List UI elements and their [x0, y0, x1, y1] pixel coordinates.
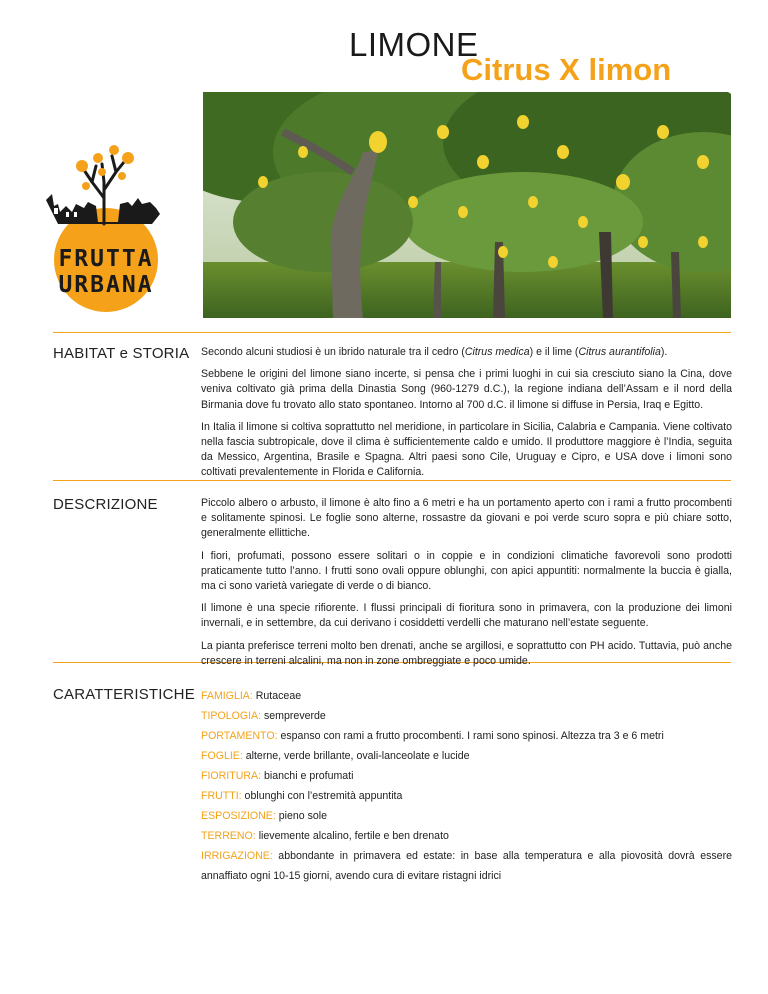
paragraph: Secondo alcuni studiosi è un ibrido naturale tra il cedro (Citrus medica) e il lime (Citrus aurantifolia).: [201, 346, 668, 358]
lemon-grove-photo: [203, 92, 731, 318]
logo-line-1: FRUTTA: [58, 246, 154, 272]
list-item: ESPOSIZIONE: pieno sole: [201, 810, 328, 822]
list-item: FRUTTI: oblunghi con l’estremità appuntita: [201, 790, 403, 802]
scientific-name: Citrus X limon: [461, 52, 672, 87]
list-item: FIORITURA: bianchi e profumati: [201, 770, 354, 782]
section-label-descrizione: DESCRIZIONE: [53, 496, 158, 513]
list-item: TERRENO: lievemente alcalino, fertile e ben drenato: [201, 830, 449, 842]
paragraph: Piccolo albero o arbusto, il limone è alto fino a 6 metri e ha un portamento aperto con i rami a frutto procombenti e solitamente spinosi. Le foglie sono alterne, rossastre da giovani e poi verde scuro sopra e più chiare sotto, generalmente ellittiche.: [201, 497, 732, 540]
lemon-tree-image: [203, 92, 731, 318]
paragraph: Il limone è una specie rifiorente. I flussi principali di fioritura sono in primavera, con la produzione dei limoni invernali, e in settembre, da cui derivano i cosiddetti verdelli che maturano nell’estate seguente.: [201, 602, 732, 630]
paragraph: Sebbene le origini del limone siano incerte, si pensa che i primi luoghi in cui sia cresciuto siano la Cina, dove veniva coltivato già prima della Dinastia Song (960-1279 d.C.), la regione indiana dell’Assam e il nord della Birmania dove fu trovato allo stato spontaneo. Intorno al 700 d.C. il limone si diffuse in Persia, Iraq e Egitto.: [201, 368, 732, 411]
list-item: IRRIGAZIONE: abbondante in primavera ed estate: in base alla temperatura e alla piovosità dovrà essere annaffiato ogni 10-15 giorni, avendo cura di evitare ristagni idrici: [201, 850, 732, 882]
logo-line-2: URBANA: [58, 272, 154, 298]
list-item: TIPOLOGIA: sempreverde: [201, 710, 326, 722]
list-item: FOGLIE: alterne, verde brillante, ovali-lanceolate e lucide: [201, 750, 470, 762]
paragraph: La pianta preferisce terreni molto ben drenati, anche se argillosi, e soprattutto con PH acido. Tuttavia, può anche crescere in terreni alcalini, ma non in zone ombreggiate e poco umide.: [201, 639, 732, 667]
paragraph: I fiori, profumati, possono essere solitari o in coppie e in condizioni climatiche favorevoli sono prodotti praticamente tutto l’anno. I frutti sono ovali oppure oblunghi, con apici appuntiti: normalmente la buccia è gialla, ma ci sono varietà variegate di verde o di bianco.: [201, 549, 732, 593]
section-label-habitat: HABITAT e STORIA: [53, 345, 190, 362]
list-item: PORTAMENTO: espanso con rami a frutto procombenti. I rami sono spinosi. Altezza tra 3 e 6 metri: [201, 730, 664, 742]
paragraph: In Italia il limone si coltiva soprattutto nel meridione, in particolare in Sicilia, Calabria e Campania. Viene coltivato nella fascia subtropicale, dove il clima è sufficientemente caldo e umido. Il produttore maggiore è l’India, seguita da Messico, Argentina, Brasile e Spagna. Altri paesi sono Cile, Uruguay e Cipro, e USA dove i limoni sono coltivati prevalentemente in Florida e California.: [201, 420, 732, 479]
section-body-habitat: [201, 345, 732, 488]
page-header: [0, 26, 768, 90]
characteristics-list: [201, 686, 732, 886]
page-title: LIMONE: [349, 26, 479, 63]
section-body-descrizione: [201, 496, 732, 676]
list-item: FAMIGLIA: Rutaceae: [201, 690, 302, 702]
divider: [53, 332, 731, 333]
section-label-caratteristiche: CARATTERISTICHE: [53, 686, 195, 703]
frutta-urbana-logo: [38, 142, 174, 312]
